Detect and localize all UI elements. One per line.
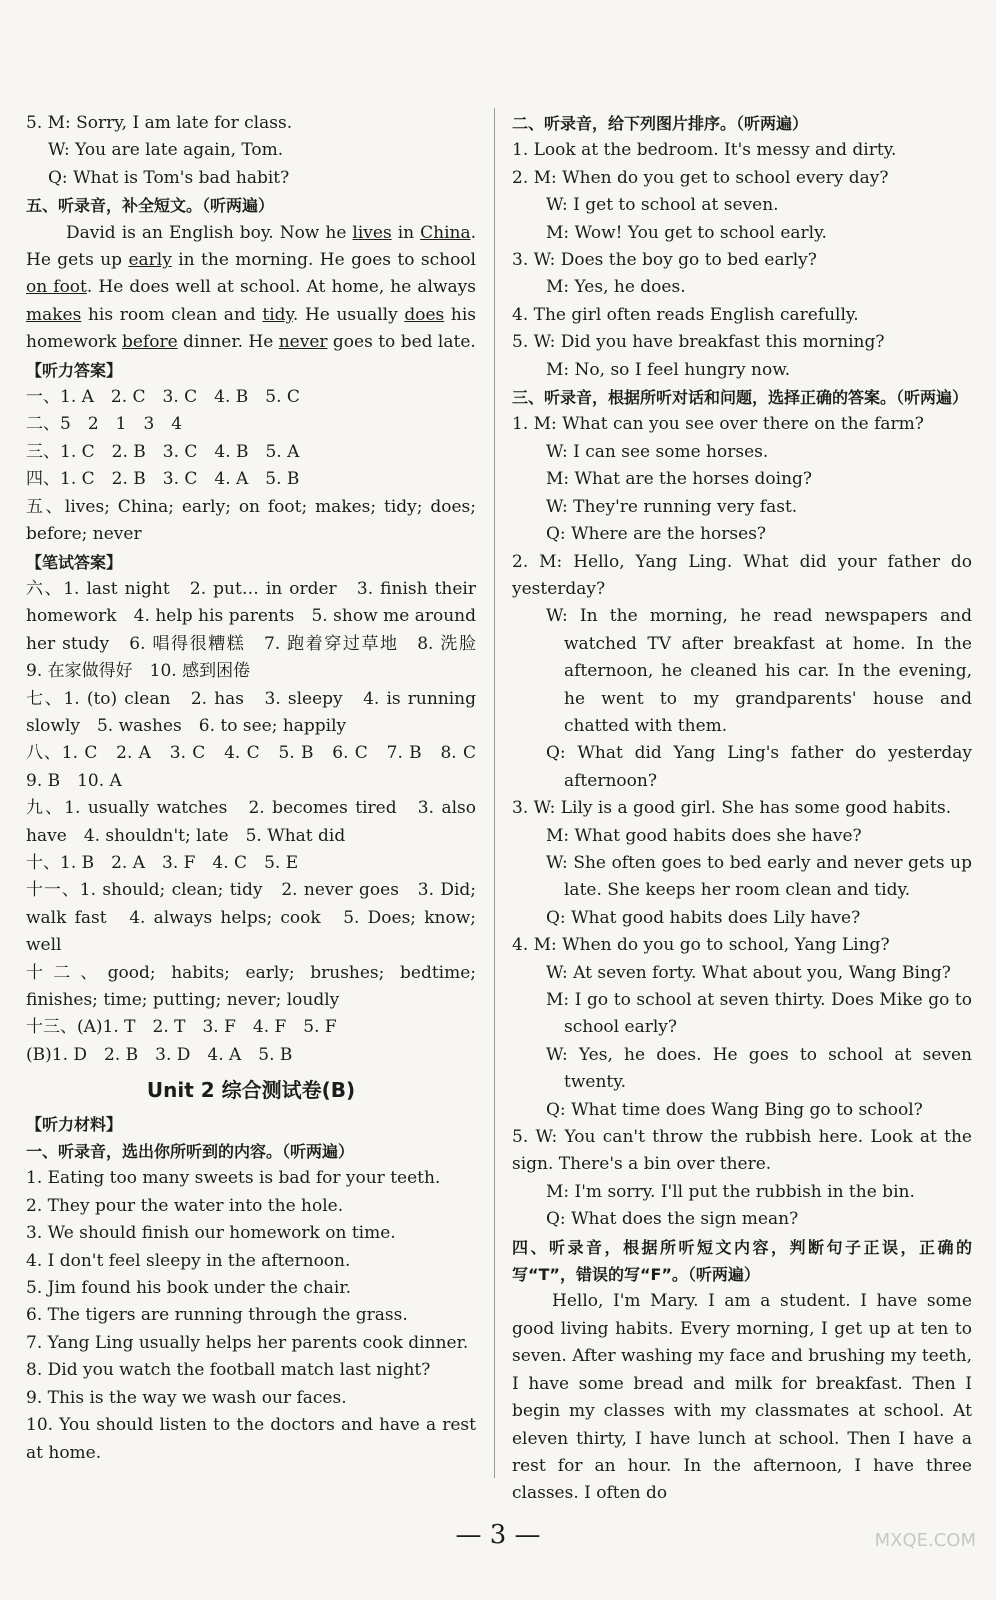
answer-blank: lives: [352, 222, 392, 243]
dialog-line: M: I'm sorry. I'll put the rubbish in the bin.: [546, 1181, 915, 1202]
dialog-line: W: They're running very fast.: [546, 496, 798, 517]
dialog-line: 4. M: When do you go to school, Yang Ling?: [512, 935, 890, 956]
answer-line: 一、1. A 2. C 3. C 4. B 5. C: [26, 387, 300, 408]
cloze-passage: [26, 220, 476, 357]
passage-text: goes to bed late.: [327, 332, 476, 353]
sentence-item: 6. The tigers are running through the grass.: [26, 1305, 408, 1326]
dialog-line: 5. W: You can't throw the rubbish here. Look at the sign. There's a bin over there.: [512, 1127, 972, 1175]
passage-text: his room clean and: [81, 304, 263, 325]
written-answers-heading: 【笔试答案】: [26, 552, 123, 572]
answer-line: 三、1. C 2. B 3. C 4. B 5. A: [26, 441, 300, 462]
dialog-line: W: In the morning, he read newspapers and watched TV after breakfast at home. In the afternoon, he cleaned his car. In the evening, he went to my grandparents' house and chatted with them.: [546, 606, 972, 736]
passage-text: in the morning. He goes to school: [171, 250, 476, 271]
dialog-line: W: I get to school at seven.: [546, 195, 779, 216]
dialog-line: 3. W: Lily is a good girl. She has some good habits.: [512, 798, 952, 819]
answer-line: 八、1. C 2. A 3. C 4. C 5. B 6. C 7. B 8. C 9. B 10. A: [26, 743, 493, 791]
sentence-item: 1. Eating too many sweets is bad for your teeth.: [26, 1168, 441, 1189]
dialog-line: Q: What is Tom's bad habit?: [48, 167, 290, 188]
dialog-line: 5. W: Did you have breakfast this morning?: [512, 332, 885, 353]
sentence-item: 8. Did you watch the football match last night?: [26, 1360, 431, 1381]
dialog-line: Q: Where are the horses?: [546, 524, 767, 545]
answer-blank: China: [420, 222, 471, 243]
unit-title: Unit 2 综合测试卷(B): [146, 1078, 356, 1103]
dialog-line: Q: What does the sign mean?: [546, 1209, 799, 1230]
dialog-line: 4. The girl often reads English carefully.: [512, 304, 859, 325]
listening-answers-heading: 【听力答案】: [26, 360, 123, 380]
dialog-line: M: Wow! You get to school early.: [546, 222, 827, 243]
answer-blank: makes: [26, 304, 82, 325]
section-heading-3: 三、听录音，根据所听对话和问题，选择正确的答案。（听两遍）: [512, 388, 969, 408]
dialog-line: Q: What time does Wang Bing go to school?: [546, 1099, 923, 1120]
answer-blank: tidy: [262, 304, 293, 325]
section-heading-2: 二、听录音，给下列图片排序。（听两遍）: [512, 114, 809, 133]
section-heading-5: 五、听录音，补全短文。（听两遍）: [26, 196, 275, 216]
sentence-item: 4. I don't feel sleepy in the afternoon.: [26, 1250, 351, 1271]
sentence-item: 10. You should listen to the doctors and have a rest at home.: [26, 1415, 476, 1463]
answer-blank: early: [128, 250, 172, 271]
sentence-item: 2. They pour the water into the hole.: [26, 1195, 344, 1216]
dialog-line: M: What good habits does she have?: [546, 825, 862, 846]
answer-line: 四、1. C 2. B 3. C 4. A 5. B: [26, 469, 300, 490]
dialog-line: 1. M: What can you see over there on the farm?: [512, 414, 924, 435]
sentence-item: 5. Jim found his book under the chair.: [26, 1278, 352, 1299]
dialog-line: W: She often goes to bed early and never gets up late. She keeps her room clean and tidy.: [546, 852, 972, 901]
right-column: [512, 110, 972, 1508]
section-heading-4: 四、听录音，根据所听短文内容，判断句子正误，正确的写“T”，错误的写“F”。（听两遍）: [512, 1237, 972, 1285]
sentence-item: 9. This is the way we wash our faces.: [26, 1387, 347, 1408]
sec3-list: [512, 411, 972, 1233]
left-column: [26, 110, 493, 1467]
sentence-item: 3. We should finish our homework on time.: [26, 1223, 396, 1244]
dialog-line: 1. Look at the bedroom. It's messy and dirty.: [512, 140, 897, 161]
column-divider: [494, 108, 495, 1478]
answer-line: 九、1. usually watches 2. becomes tired 3. also have 4. shouldn't; late 5. What did: [26, 798, 476, 846]
sentence-item: 7. Yang Ling usually helps her parents cook dinner.: [26, 1332, 469, 1353]
dialog-line: Q: What good habits does Lily have?: [546, 907, 861, 928]
answer-line: 十一、1. should; clean; tidy 2. never goes 3. Did; walk fast 4. always helps; cook 5. Does; know; well: [26, 880, 476, 956]
dialog-line: W: I can see some horses.: [546, 441, 769, 462]
dialog-line: M: What are the horses doing?: [546, 469, 813, 490]
watermark-logo: MXQE.COM: [874, 1530, 976, 1551]
dialog-line: M: Yes, he does.: [546, 277, 686, 298]
dialog-line: Q: What did Yang Ling's father do yesterday afternoon?: [546, 743, 972, 791]
dialog-line: 5. M: Sorry, I am late for class.: [26, 113, 293, 133]
passage-text: his homework: [26, 304, 476, 353]
passage-text: dinner. He: [177, 332, 279, 353]
passage-text: . He gets up: [26, 222, 476, 271]
passage-text: . He does well at school. At home, he always: [86, 277, 476, 298]
answer-line: 十二、good; habits; early; brushes; bedtime; finishes; time; putting; never; loudly: [26, 962, 476, 1010]
listening-material-heading: 【听力材料】: [26, 1114, 123, 1134]
passage-text: . He usually: [292, 304, 405, 325]
answer-line: 五、lives; China; early; on foot; makes; tidy; does; before; never: [26, 496, 476, 545]
section-heading-1: 一、听录音，选出你所听到的内容。（听两遍）: [26, 1142, 355, 1162]
answer-blank: does: [404, 304, 445, 325]
sec2-list: [512, 137, 972, 384]
answer-blank: never: [278, 332, 328, 353]
dialog-line: W: At seven forty. What about you, Wang Bing?: [546, 962, 951, 983]
dialog-line: M: No, so I feel hungry now.: [546, 359, 791, 380]
answer-blank: on foot: [26, 277, 87, 298]
dialog-line: 2. M: When do you get to school every day?: [512, 167, 889, 188]
answer-line: 六、1. last night 2. put… in order 3. finish their homework 4. help his parents 5. show me around her study 6. 唱得很糟糕 7. 跑着穿过草地 8. 洗脸 9. 在家做得好 10. 感到困倦: [26, 578, 493, 682]
answer-line: 七、1. (to) clean 2. has 3. sleepy 4. is running slowly 5. washes 6. to see; happily: [26, 688, 476, 736]
sec1-list: [26, 1165, 476, 1466]
answer-blank: before: [121, 332, 178, 353]
page-number: — 3 —: [455, 1520, 541, 1550]
passage-text: David is an English boy. Now he: [66, 222, 353, 243]
answer-line: 十三、(A)1. T 2. T 3. F 4. F 5. F: [26, 1017, 337, 1038]
dialog-line: M: I go to school at seven thirty. Does Mike go to school early?: [546, 990, 972, 1038]
dialog-line: W: Yes, he does. He goes to school at seven twenty.: [546, 1044, 972, 1093]
dialog-line: 2. M: Hello, Yang Ling. What did your father do yesterday?: [512, 551, 972, 599]
answer-line: 十、1. B 2. A 3. F 4. C 5. E: [26, 852, 299, 873]
dialog-line: 3. W: Does the boy go to bed early?: [512, 250, 817, 271]
answer-line: 二、5 2 1 3 4: [26, 414, 183, 435]
answer-line: (B)1. D 2. B 3. D 4. A 5. B: [26, 1044, 293, 1065]
dialog-line: W: You are late again, Tom.: [48, 140, 284, 161]
passage-text: in: [391, 222, 421, 243]
sec4-passage: Hello, I'm Mary. I am a student. I have some good living habits. Every morning, I get up at ten to seven. After washing my face and brushing my teeth, I have some bread and milk for breakfast. Then I begin my classes with my classmates at school. At eleven thirty, I have lunch at school. Then I have a rest for an hour. In the afternoon, I have three classes. I often do: [512, 1291, 972, 1504]
